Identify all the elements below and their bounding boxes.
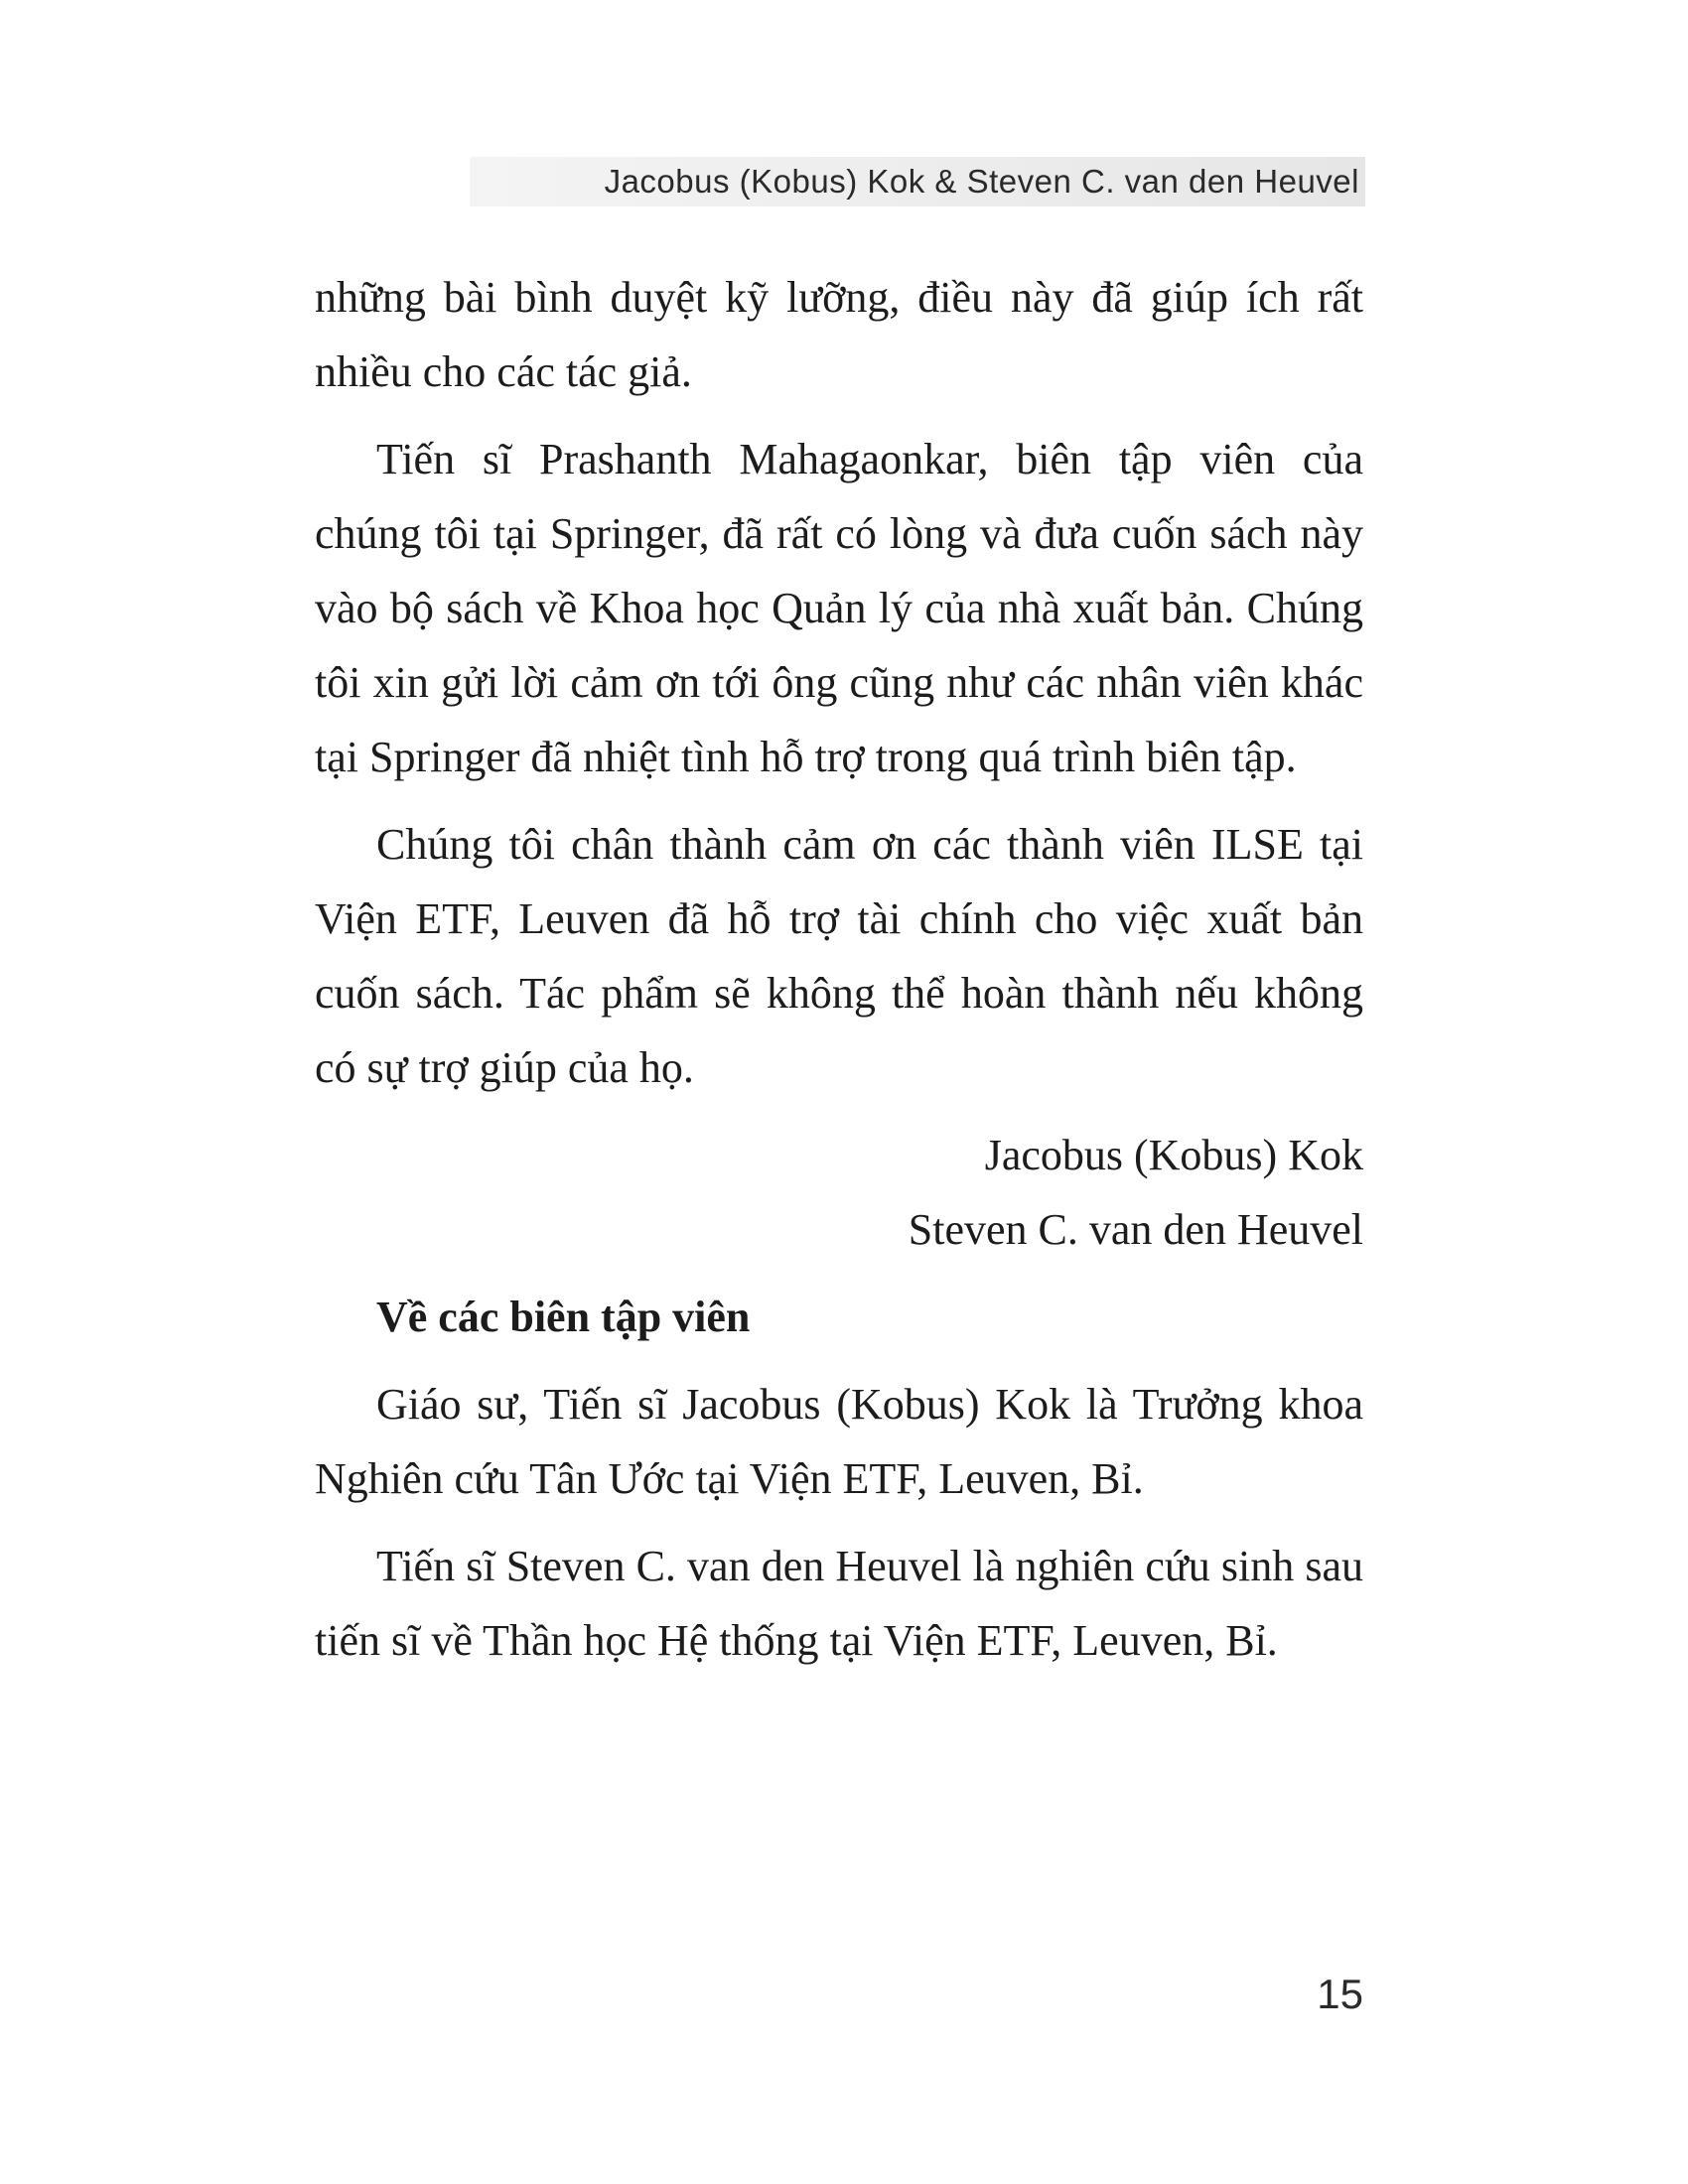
paragraph-bio-kok: Giáo sư, Tiến sĩ Jacobus (Kobus) Kok là Trưởng khoa Nghiên cứu Tân Ước tại Viện ETF, Leuven, Bỉ. bbox=[315, 1380, 1363, 1503]
page-number: 15 bbox=[1317, 1971, 1363, 2017]
running-header bbox=[470, 157, 1365, 206]
paragraph-continuation: những bài bình duyệt kỹ lưỡng, điều này đã giúp ích rất nhiều cho các tác giả. bbox=[315, 273, 1363, 396]
paragraph-springer-editor: Tiến sĩ Prashanth Mahagaonkar, biên tập viên của chúng tôi tại Springer, đã rất có lòng và đưa cuốn sách này vào bộ sách về Khoa học Quản lý của nhà xuất bản. Chúng tôi xin gửi lời cảm ơn tới ông cũng như các nhân viên khác tại Springer đã nhiệt tình hỗ trợ trong quá trình biên tập. bbox=[315, 435, 1363, 781]
section-heading-about-editors: Về các biên tập viên bbox=[376, 1293, 751, 1341]
running-header-title: Jacobus (Kobus) Kok & Steven C. van den Heuvel bbox=[604, 163, 1359, 200]
paragraph-bio-heuvel: Tiến sĩ Steven C. van den Heuvel là nghiên cứu sinh sau tiến sĩ về Thần học Hệ thống tại Viện ETF, Leuven, Bỉ. bbox=[315, 1542, 1363, 1665]
paragraph-ilse-thanks: Chúng tôi chân thành cảm ơn các thành viên ILSE tại Viện ETF, Leuven đã hỗ trợ tài chính cho việc xuất bản cuốn sách. Tác phẩm sẽ không thể hoàn thành nếu không có sự trợ giúp của họ. bbox=[315, 820, 1363, 1092]
signature-author-1: Jacobus (Kobus) Kok bbox=[984, 1131, 1363, 1179]
signature-author-2: Steven C. van den Heuvel bbox=[908, 1205, 1363, 1254]
signature-block bbox=[315, 1118, 1363, 1267]
page-body bbox=[315, 260, 1363, 1691]
